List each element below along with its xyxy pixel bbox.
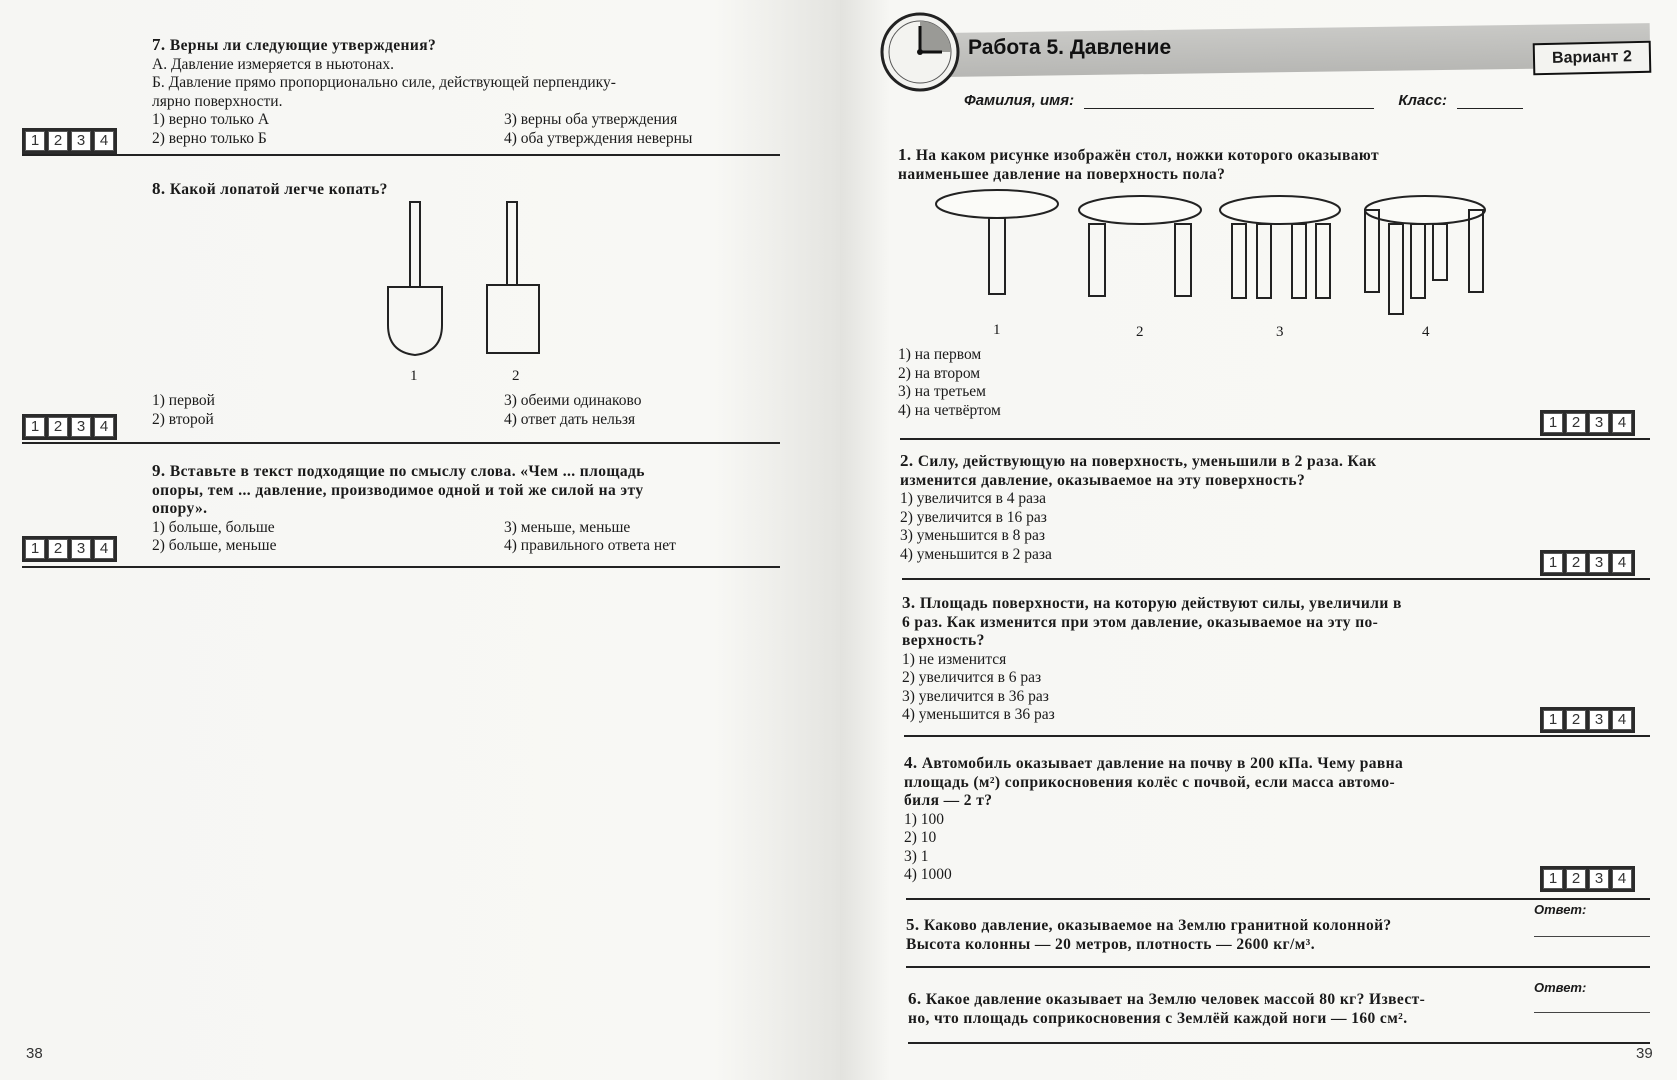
option: 2) 10 <box>904 829 937 846</box>
shovel-1-handle <box>410 202 420 287</box>
table-label-3: 3 <box>1276 324 1284 340</box>
answer-box[interactable]: 3 <box>1589 413 1609 433</box>
option: 2) верно только Б <box>152 129 267 147</box>
option: 2) на втором <box>898 364 981 382</box>
divider <box>906 966 1650 968</box>
shovel-1-blade <box>388 287 442 355</box>
question-text-line2: но, что площадь соприкосновения с Землёй каждой ноги — 160 см². <box>908 1009 1408 1027</box>
table-2-leg <box>1089 224 1105 296</box>
option: 3) уменьшится в 8 раз <box>900 527 1046 544</box>
answer-box[interactable]: 2 <box>48 539 68 559</box>
answer-box[interactable]: 4 <box>1612 710 1632 730</box>
answer-boxes-r-q2[interactable] <box>1540 550 1635 576</box>
question-text-line1: Силу, действующую на поверхность, уменьшили в 2 раза. Как <box>917 453 1377 470</box>
answer-box[interactable]: 3 <box>71 131 91 151</box>
question-text-line2: опоры, тем ... давление, производимое одной и той же силой на эту <box>152 481 644 499</box>
table-1-leg <box>989 218 1005 294</box>
table-3-top <box>1220 196 1340 224</box>
answer-box[interactable]: 1 <box>1543 413 1563 433</box>
option: 3) меньше, меньше <box>504 518 631 536</box>
answer-box[interactable]: 2 <box>1566 710 1586 730</box>
question-number: 1. <box>898 145 912 164</box>
statement-b-line1: Б. Давление прямо пропорционально силе, действующей перпендику- <box>152 74 616 91</box>
shovel-2-handle <box>507 202 517 285</box>
answer-box[interactable]: 3 <box>71 417 91 437</box>
tables-figure <box>935 188 1495 328</box>
answer-label-q6: Ответ: <box>1534 980 1587 995</box>
answer-boxes-q7[interactable] <box>22 128 117 154</box>
question-number: 5. <box>906 915 920 934</box>
option: 1) первой <box>152 392 215 409</box>
question-number: 6. <box>908 989 922 1008</box>
option: 1) увеличится в 4 раза <box>900 490 1047 507</box>
table-4-top <box>1365 196 1485 224</box>
clock-icon <box>880 12 960 92</box>
option: 4) ответ дать нельзя <box>504 410 636 428</box>
table-2-top <box>1079 196 1201 224</box>
answer-label-q5: Ответ: <box>1534 902 1587 917</box>
answer-box[interactable]: 2 <box>48 131 68 151</box>
question-text-line3: опору». <box>152 500 208 517</box>
option: 1) 100 <box>904 810 945 828</box>
answer-boxes-r-q1[interactable] <box>1540 410 1635 436</box>
variant-badge: Вариант 2 <box>1533 41 1652 75</box>
table-4-leg <box>1469 210 1483 292</box>
page-number-left: 38 <box>26 1045 43 1062</box>
option: 2) увеличится в 16 раз <box>900 508 1047 526</box>
option: 4) правильного ответа нет <box>504 537 676 554</box>
answer-boxes-r-q3[interactable] <box>1540 707 1635 733</box>
answer-box[interactable]: 1 <box>25 417 45 437</box>
question-7 <box>152 36 782 148</box>
divider <box>904 735 1650 737</box>
answer-box[interactable]: 4 <box>94 539 114 559</box>
question-number: 9. <box>152 461 166 480</box>
question-text-line2: площадь (м²) соприкосновения колёс с почвой, если масса автомо- <box>904 773 1396 791</box>
divider <box>900 438 1650 440</box>
question-text-line1: Каково давление, оказываемое на Землю гранитной колонной? <box>923 917 1392 934</box>
table-1-top <box>936 190 1058 218</box>
divider <box>22 442 780 444</box>
question-1 <box>898 146 1526 184</box>
option: 3) обеими одинаково <box>504 392 642 409</box>
option: 4) на четвёртом <box>898 401 1001 419</box>
table-3-leg <box>1257 224 1271 298</box>
table-label-1: 1 <box>993 322 1001 338</box>
option: 2) второй <box>152 410 214 428</box>
question-text: Верны ли следующие утверждения? <box>169 37 437 54</box>
question-number: 2. <box>900 451 914 470</box>
answer-box[interactable]: 2 <box>48 417 68 437</box>
option: 1) не изменится <box>902 650 1007 668</box>
option: 3) на третьем <box>898 383 986 400</box>
question-text-line3: верхность? <box>902 632 985 649</box>
question-text-line1: Автомобиль оказывает давление на почву в 200 кПа. Чему равна <box>921 755 1404 772</box>
answer-box[interactable]: 1 <box>1543 869 1563 889</box>
page-number-right: 39 <box>1636 1045 1653 1062</box>
answer-box[interactable]: 2 <box>1566 413 1586 433</box>
question-text-line2: наименьшее давление на поверхность пола? <box>898 165 1226 183</box>
option: 2) увеличится в 6 раз <box>902 669 1042 686</box>
table-4-leg <box>1433 224 1447 280</box>
answer-box[interactable]: 1 <box>25 539 45 559</box>
answer-box[interactable]: 4 <box>1612 553 1632 573</box>
class-label: Класс: <box>1398 92 1447 109</box>
question-number: 3. <box>902 593 916 612</box>
worksheet-title: Работа 5. Давление <box>968 36 1172 59</box>
table-label-4: 4 <box>1422 324 1430 340</box>
question-2 <box>900 452 1526 564</box>
table-4-leg <box>1365 210 1379 292</box>
option: 1) верно только А <box>152 111 270 128</box>
divider <box>22 566 780 568</box>
option: 3) верны оба утверждения <box>504 111 678 128</box>
question-text-line2: Высота колонны — 20 метров, плотность — 2600 кг/м³. <box>906 935 1315 953</box>
table-3-leg <box>1292 224 1306 298</box>
question-text-line1: Вставьте в текст подходящие по смыслу слова. «Чем ... площадь <box>169 463 645 480</box>
question-number: 4. <box>904 753 918 772</box>
answer-boxes-q8[interactable] <box>22 414 117 440</box>
statement-a: А. Давление измеряется в ньютонах. <box>152 55 395 73</box>
answer-box[interactable]: 3 <box>1589 710 1609 730</box>
table-4-leg <box>1411 224 1425 298</box>
question-8-options <box>152 392 782 429</box>
question-text-line1: Какое давление оказывает на Землю человек массой 80 кг? Извест- <box>925 991 1426 1008</box>
option: 4) уменьшится в 2 раза <box>900 545 1052 563</box>
answer-box[interactable]: 4 <box>94 417 114 437</box>
answer-box[interactable]: 4 <box>1612 413 1632 433</box>
option: 4) уменьшится в 36 раз <box>902 706 1055 723</box>
divider <box>902 578 1650 580</box>
table-label-2: 2 <box>1136 324 1144 340</box>
answer-box[interactable]: 1 <box>1543 710 1563 730</box>
class-input-line[interactable] <box>1457 108 1523 109</box>
option: 1) на первом <box>898 346 982 363</box>
divider <box>906 898 1650 900</box>
name-field <box>964 92 1523 109</box>
answer-box[interactable]: 3 <box>71 539 91 559</box>
question-8 <box>152 180 782 200</box>
name-label: Фамилия, имя: <box>964 92 1075 109</box>
question-text-line1: На каком рисунке изображён стол, ножки которого оказывают <box>915 147 1379 164</box>
statement-b-line2: лярно поверхности. <box>152 92 283 110</box>
option: 4) оба утверждения неверны <box>504 129 693 147</box>
option: 2) больше, меньше <box>152 537 277 554</box>
table-3-leg <box>1232 224 1246 298</box>
option: 1) больше, больше <box>152 518 275 536</box>
name-input-line[interactable] <box>1084 108 1374 109</box>
answer-line-q6[interactable] <box>1534 1012 1650 1013</box>
question-6 <box>908 990 1526 1028</box>
answer-box[interactable]: 1 <box>25 131 45 151</box>
question-3 <box>902 594 1526 725</box>
answer-box[interactable]: 1 <box>1543 553 1563 573</box>
question-1-options <box>898 346 1298 420</box>
answer-box[interactable]: 4 <box>1612 869 1632 889</box>
table-4-leg <box>1389 224 1403 314</box>
shovel-label-2: 2 <box>512 368 520 384</box>
shovel-label-1: 1 <box>410 368 418 384</box>
question-5 <box>906 916 1526 954</box>
answer-box[interactable]: 3 <box>1589 869 1609 889</box>
question-number: 7. <box>152 35 166 54</box>
divider <box>908 1042 1650 1044</box>
question-number: 8. <box>152 179 166 198</box>
table-2-leg <box>1175 224 1191 296</box>
shovels-figure <box>380 200 580 360</box>
answer-boxes-r-q4[interactable] <box>1540 866 1635 892</box>
option: 4) 1000 <box>904 866 952 883</box>
question-4 <box>904 754 1526 885</box>
question-text-line1: Площадь поверхности, на которую действуют силы, увеличили в <box>919 595 1402 612</box>
divider <box>22 154 780 156</box>
question-text: Какой лопатой легче копать? <box>169 181 388 198</box>
question-text-line2: изменится давление, оказываемое на эту поверхность? <box>900 471 1306 489</box>
table-3-leg <box>1316 224 1330 298</box>
answer-box[interactable]: 4 <box>94 131 114 151</box>
question-text-line2: 6 раз. Как изменится при этом давление, оказываемое на эту по- <box>902 613 1379 631</box>
question-9 <box>152 462 782 556</box>
question-text-line3: биля — 2 т? <box>904 792 993 809</box>
answer-boxes-q9[interactable] <box>22 536 117 562</box>
option: 3) увеличится в 36 раз <box>902 687 1049 705</box>
option: 3) 1 <box>904 847 929 865</box>
answer-box[interactable]: 3 <box>1589 553 1609 573</box>
answer-line-q5[interactable] <box>1534 936 1650 937</box>
answer-box[interactable]: 2 <box>1566 869 1586 889</box>
answer-box[interactable]: 2 <box>1566 553 1586 573</box>
shovel-2-blade <box>487 285 539 353</box>
